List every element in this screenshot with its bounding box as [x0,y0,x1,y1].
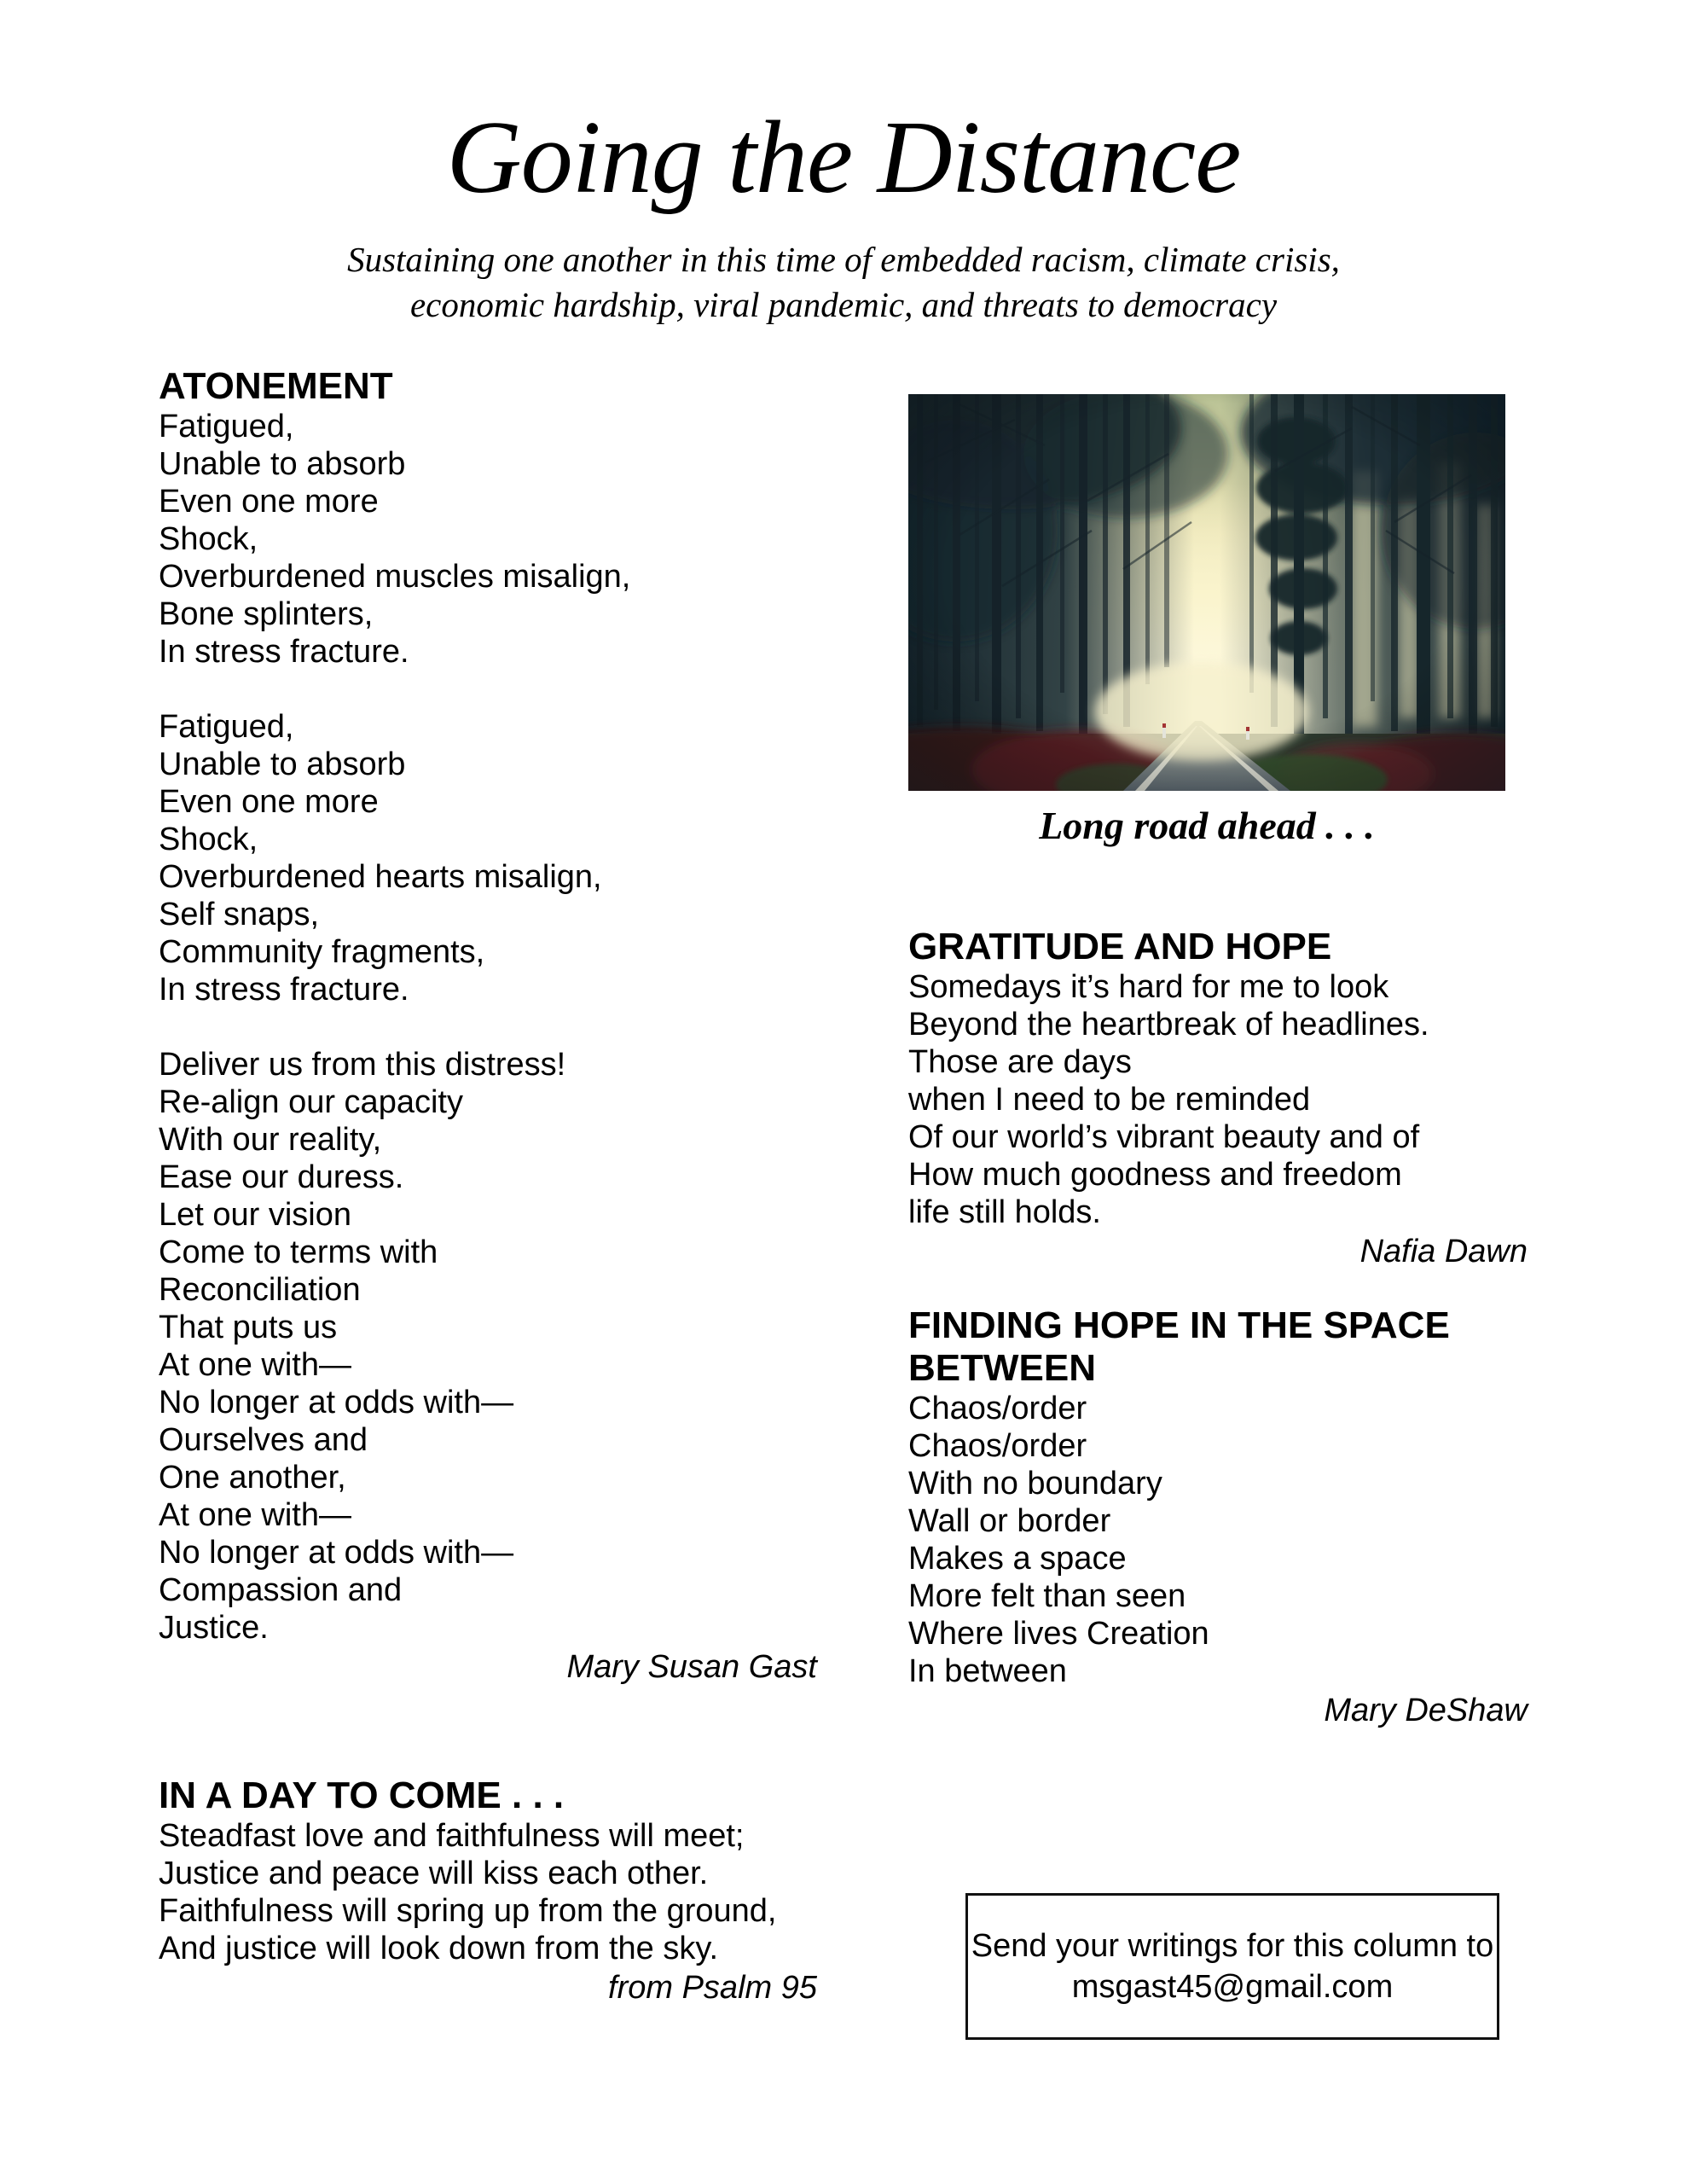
poem-line: That puts us [159,1310,338,1345]
in-a-day-lines [159,1817,817,1967]
right-column [908,394,1528,1729]
poem-line: At one with— [159,1347,351,1383]
poem-line: In between [908,1653,1067,1689]
left-column [159,365,817,2007]
forest-road-illustration [908,394,1505,791]
submission-box-line-1: Send your writings for this column to [971,1928,1494,1964]
poem-line: Compassion and [159,1572,403,1608]
in-a-day-section [159,1774,817,2007]
poem-line: Fatigued, [159,709,294,745]
poem-line: Of our world’s vibrant beauty and of [908,1119,1420,1155]
poem-line: Chaos/order [908,1428,1087,1464]
gratitude-poem [908,968,1528,1270]
gratitude-lines [908,968,1528,1231]
poem-line: Even one more [159,484,379,520]
atonement-heading: ATONEMENT [159,365,393,407]
gratitude-attribution: Nafia Dawn [1359,1234,1528,1269]
atonement-stanza-3 [159,1046,817,1647]
poem-line: Even one more [159,784,379,820]
poem-line: With our reality, [159,1122,382,1158]
poem-line: Unable to absorb [159,446,406,482]
atonement-poem [159,408,817,1686]
poem-line: Ourselves and [159,1422,368,1458]
poem-line: Community fragments, [159,934,485,970]
poem-line: Shock, [159,521,258,557]
page-title: Going the Distance [446,100,1241,215]
poem-line: Come to terms with [159,1234,438,1270]
poem-line: Steadfast love and faithfulness will meet; [159,1818,745,1854]
poem-line: Overburdened muscles misalign, [159,559,631,595]
masthead [0,101,1687,328]
poem-line: Reconciliation [159,1272,361,1308]
atonement-attribution: Mary Susan Gast [566,1649,817,1685]
poem-line: With no boundary [908,1466,1162,1502]
poem-line: Shock, [159,822,258,857]
gratitude-section [908,926,1528,1270]
poem-line: And justice will look down from the sky. [159,1931,719,1966]
poem-line: Deliver us from this distress! [159,1047,566,1083]
in-a-day-heading: IN A DAY TO COME . . . [159,1774,565,1816]
atonement-stanza-1 [159,408,817,671]
poem-line: Let our vision [159,1197,352,1233]
submission-box-email: msgast45@gmail.com [1071,1969,1394,2005]
poem-line: One another, [159,1460,346,1496]
poem-line: No longer at odds with— [159,1385,514,1420]
poem-line: Somedays it’s hard for me to look [908,969,1389,1005]
poem-line: when I need to be reminded [908,1082,1311,1118]
poem-line: How much goodness and freedom [908,1157,1402,1193]
poem-line: In stress fracture. [159,972,409,1008]
poem-line: Justice. [159,1610,269,1646]
finding-hope-heading: FINDING HOPE IN THE SPACE BETWEEN [908,1304,1450,1389]
subtitle-line-1: Sustaining one another in this time of embedded racism, climate crisis, [347,240,1340,280]
poem-line: Chaos/order [908,1391,1087,1426]
poem-line: In stress fracture. [159,634,409,670]
poem-line: Those are days [908,1044,1132,1080]
atonement-stanza-2 [159,708,817,1008]
finding-hope-poem [908,1390,1528,1729]
photo-caption: Long road ahead . . . [1039,804,1375,847]
poem-line: No longer at odds with— [159,1535,514,1571]
subtitle-line-2: economic hardship, viral pandemic, and threats to democracy [409,285,1278,325]
poem-line: Self snaps, [159,897,319,932]
submission-box [965,1893,1499,2040]
poem-line: Makes a space [908,1541,1127,1577]
gratitude-heading: GRATITUDE AND HOPE [908,926,1332,967]
finding-hope-section [908,1304,1528,1729]
poem-line: Faithfulness will spring up from the ground, [159,1893,777,1929]
poem-line: Where lives Creation [908,1616,1209,1652]
poem-line: Ease our duress. [159,1159,404,1195]
page-subtitle [0,237,1687,328]
poem-line: More felt than seen [908,1578,1186,1614]
in-a-day-poem [159,1817,817,2007]
poem-line: Justice and peace will kiss each other. [159,1856,709,1891]
poem-line: At one with— [159,1497,351,1533]
forest-road-photo [908,394,1505,791]
poem-line: Beyond the heartbreak of headlines. [908,1007,1429,1043]
poem-line: Fatigued, [159,409,294,444]
poem-line: Unable to absorb [159,746,406,782]
in-a-day-attribution: from Psalm 95 [608,1970,817,2006]
poem-line: Re-align our capacity [159,1084,463,1120]
poem-line: life still holds. [908,1194,1101,1230]
poem-line: Bone splinters, [159,596,374,632]
finding-hope-lines [908,1390,1528,1690]
poem-line: Wall or border [908,1503,1111,1539]
finding-hope-attribution: Mary DeShaw [1324,1693,1528,1728]
poem-line: Overburdened hearts misalign, [159,859,602,895]
